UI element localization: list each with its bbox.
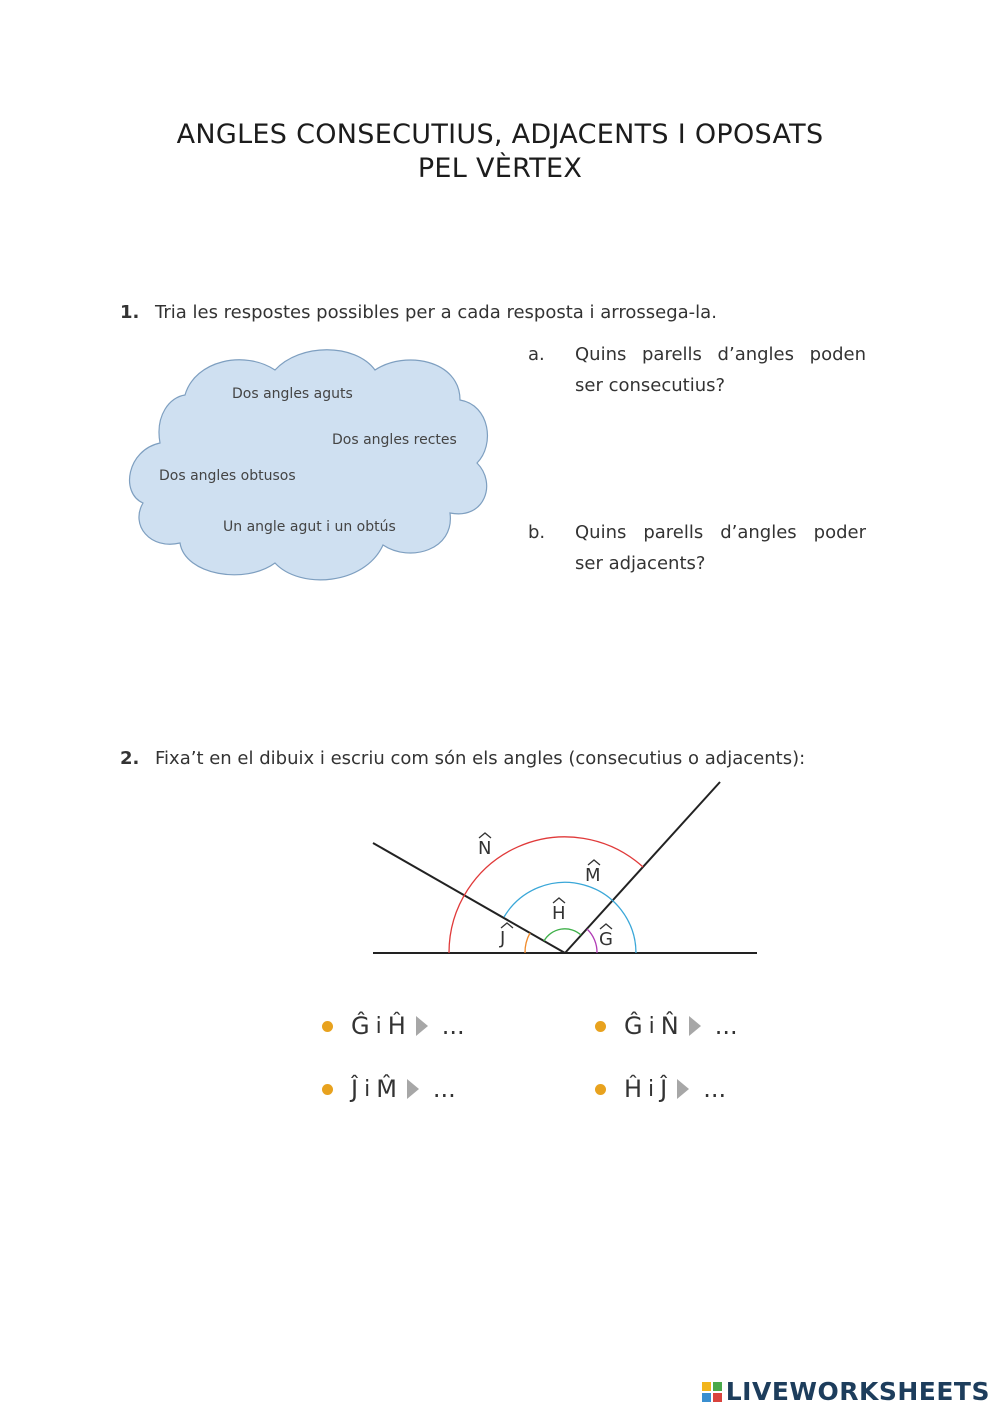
sub-question-b-line-2: ser adjacents? [575,553,706,574]
left-ray [373,843,565,953]
page-title [0,118,1000,186]
angle-a: G [351,1012,370,1040]
pair-item [322,1012,465,1040]
sub-question-b-line-1: Quins parells d’angles poder [575,522,866,543]
title-line-2: PEL VÈRTEX [417,153,583,184]
sub-question-a [528,339,868,403]
option-chip[interactable]: Dos angles aguts [232,386,353,402]
option-chip[interactable]: Dos angles rectes [332,432,457,448]
angle-diagram [360,780,770,970]
label-j: J [500,928,506,949]
angle-b: H [387,1012,406,1040]
joiner: i [648,1076,655,1102]
option-chip[interactable]: Un angle agut i un obtús [223,519,396,535]
bullet-icon [322,1021,333,1032]
question-1-text: Tria les respostes possibles per a cada resposta i arrossega-la. [155,302,717,323]
sub-question-b [528,517,868,581]
cloud-shape [130,350,488,580]
sub-question-a-label: a. [528,344,545,365]
question-1-number: 1. [120,302,140,323]
angle-a: G [624,1012,643,1040]
sub-question-b-label: b. [528,522,546,543]
liveworksheets-logo[interactable] [702,1377,990,1406]
arc-j [525,933,530,953]
bullet-icon [322,1084,333,1095]
question-2-text: Fixa’t en el dibuix i escriu com són els angles (consecutius o adjacents): [155,748,806,769]
joiner: i [375,1013,382,1039]
option-chip[interactable]: Dos angles obtusos [159,468,296,484]
pair-item [322,1075,456,1103]
logo-blocks-icon [702,1382,722,1402]
sub-question-a-line-2: ser consecutius? [575,375,726,396]
angle-b: N [660,1012,679,1040]
logo-text: LIVEWORKSHEETS [725,1377,990,1406]
arrow-icon [407,1079,419,1099]
answer-field[interactable]: ... [432,1075,456,1103]
pair-item [595,1012,738,1040]
label-h: H [552,903,566,924]
answer-field[interactable]: ... [441,1012,465,1040]
bullet-icon [595,1021,606,1032]
arc-g [587,929,597,953]
title-line-1: ANGLES CONSECUTIUS, ADJACENTS I OPOSATS [176,119,824,150]
angle-b: J [660,1075,668,1103]
answer-field[interactable]: ... [714,1012,738,1040]
angle-a: J [351,1075,359,1103]
hat-j [501,923,513,928]
arrow-icon [689,1016,701,1036]
angle-a: H [624,1075,643,1103]
arrow-icon [677,1079,689,1099]
label-g: G [599,929,613,950]
label-m: M [585,865,601,886]
arc-m [504,882,636,953]
sub-question-a-line-1: Quins parells d’angles poden [575,344,866,365]
bullet-icon [595,1084,606,1095]
arc-h [544,929,581,941]
joiner: i [364,1076,371,1102]
answer-field[interactable]: ... [703,1075,727,1103]
label-n: N [478,838,492,859]
arrow-icon [416,1016,428,1036]
question-2-number: 2. [120,748,140,769]
joiner: i [648,1013,655,1039]
angle-b: M [376,1075,397,1103]
pair-item [595,1075,726,1103]
